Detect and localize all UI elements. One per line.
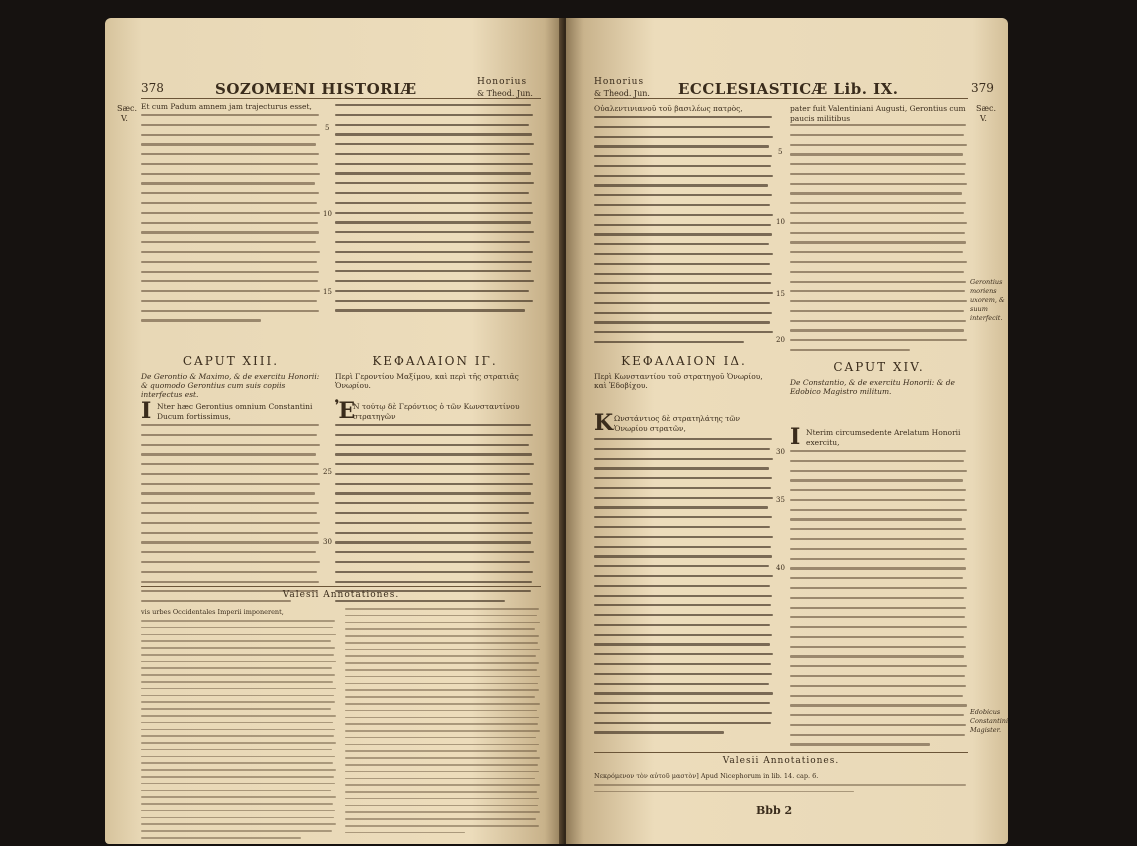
left-page: [105, 18, 563, 844]
left-caput-latin: CAPUT XIII.: [182, 354, 280, 368]
left-margin-saec: Sæc.: [117, 104, 138, 113]
right-caput-greek: ΚΕΦΑΛΑΙΟΝ ΙΔ.: [621, 354, 747, 368]
left-caput-greek: ΚΕΦΑΛΑΙΟΝ ΙΓ.: [372, 354, 498, 368]
right-notes-rule: [594, 752, 968, 753]
left-greek-dropcap: Ἐ: [335, 398, 356, 424]
right-caput-latin: CAPUT XIV.: [833, 360, 925, 374]
left-notes-rule: [141, 586, 541, 587]
right-line-number: 30: [776, 448, 785, 456]
left-greek-column-top: [335, 102, 535, 352]
right-latin-dropcap: I: [790, 424, 801, 450]
left-notes-heading: Valesii Annotationes.: [282, 590, 400, 600]
right-latin-body-lines: [790, 450, 968, 753]
left-greek-body-lines: [335, 424, 535, 610]
left-latin-dropcap: I: [141, 398, 152, 424]
left-notes-col2-lines: [345, 608, 541, 839]
left-line-number: 5: [325, 124, 330, 132]
right-notes-lines: [594, 784, 968, 798]
left-line-number: 25: [323, 468, 332, 476]
right-line-number: 15: [776, 290, 785, 298]
right-margin-saec: Sæc.: [976, 104, 997, 113]
right-line-number: 20: [776, 336, 785, 344]
left-latin-body-lines: [141, 424, 321, 610]
right-margin-note-edobicus: Edobicus Constantini Magister.: [970, 708, 1008, 734]
right-line-number: 40: [776, 564, 785, 572]
right-caput-latin-summary: De Constantio, & de exercitu Honorii: & de Edobico Magistro militum.: [790, 378, 955, 396]
right-margin-note-gerontius: Gerontius moriens uxorem, & suum interfecit.: [970, 278, 1005, 322]
left-caput-latin-summary: De Gerontio & Maximo, & de exercitu Honorii: & quomodo Gerontius cum suis copiis interfectus est.: [141, 372, 320, 399]
right-caput-greek-summary: Περὶ Κωνσταντίου τοῦ στρατηγοῦ Ὁνωρίου, καὶ Ἐδοβίχου.: [594, 372, 763, 390]
left-notes-start: vis urbes Occidentales Imperii imponerent,: [141, 608, 284, 616]
right-line-number: 5: [778, 148, 783, 156]
left-latin-text-lines: [141, 114, 321, 329]
left-running-theod: & Theod. Jun.: [477, 89, 533, 98]
right-line-number: 10: [776, 218, 785, 226]
right-greek-text-lines: [594, 116, 774, 351]
right-running-honorius: Honorius: [594, 77, 645, 87]
left-line-number: 10: [323, 210, 332, 218]
left-latin-body-start: Nter hæc Gerontius omnium Constantini Ducum fortissimus,: [157, 402, 313, 421]
left-notes-col1-lines: [141, 620, 337, 844]
left-latin-opening: Et cum Padum amnem jam trajecturus esset,: [141, 102, 312, 111]
right-greek-body-start: Ωνστάντιος δὲ στρατηλάτης τῶν Ὁνωρίου στρατῶν,: [614, 414, 741, 433]
left-line-number: 15: [323, 288, 332, 296]
right-notes-start: Νεκρόμενον τὸν αὐτοῦ μαστὸν] Apud Nicephorum in lib. 14. cap. 6.: [594, 772, 819, 780]
right-greek-body-lines: [594, 438, 774, 741]
right-latin-opening: pater fuit Valentiniani Augusti, Gerontius cum paucis militibus: [790, 104, 966, 123]
right-running-theod: & Theod. Jun.: [594, 89, 650, 98]
page-signature: Bbb 2: [756, 804, 793, 817]
right-latin-text-lines: [790, 124, 968, 359]
left-header-rule: [141, 98, 541, 99]
left-greek-text-lines: [335, 104, 535, 319]
left-running-title: SOZOMENI HISTORIÆ: [215, 80, 417, 98]
left-running-honorius: Honorius: [477, 77, 528, 87]
left-margin-v: V.: [121, 114, 128, 123]
right-header-rule: [594, 98, 968, 99]
right-line-number: 35: [776, 496, 785, 504]
left-caput-greek-summary: Περὶ Γεροντίου Μαξίμου, καὶ περὶ τῆς στρατιᾶς Ὁνωρίου.: [335, 372, 519, 390]
left-latin-column-top: [141, 102, 321, 352]
left-greek-body-start: Ν τούτῳ δὲ Γερόντιος ὁ τῶν Κωνσταντίνου στρατηγῶν: [353, 402, 520, 421]
right-notes-heading: Valesii Annotationes.: [722, 756, 840, 766]
right-latin-body-start: Nterim circumsedente Arelatum Honorii exercitu,: [806, 428, 961, 447]
right-page: [566, 18, 1008, 844]
right-greek-dropcap: Κ: [594, 410, 614, 436]
right-running-title: ECCLESIASTICÆ Lib. IX.: [678, 80, 899, 98]
left-line-number: 30: [323, 538, 332, 546]
right-greek-opening: Οὐαλεντινιανοῦ τοῦ βασιλέως πατρὸς,: [594, 104, 743, 113]
right-margin-v: V.: [980, 114, 987, 123]
left-page-number: 378: [141, 81, 164, 95]
right-page-number: 379: [971, 81, 994, 95]
